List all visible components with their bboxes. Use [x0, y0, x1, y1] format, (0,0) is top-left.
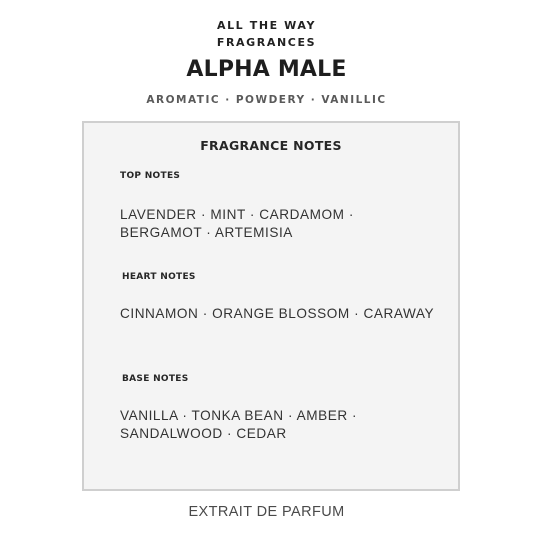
heart-notes-list: CINNAMON · ORANGE BLOSSOM · CARAWAY: [120, 306, 435, 321]
top-notes-label: TOP NOTES: [120, 171, 181, 181]
base-notes-label: BASE NOTES: [122, 374, 189, 384]
accords-line: AROMATIC · POWDERY · VANILLIC: [146, 94, 387, 106]
product-title: ALPHA MALE: [186, 57, 347, 82]
brand-name: [0, 17, 533, 51]
brand-line-2: FRAGRANCES: [216, 36, 317, 49]
brand-line-1: ALL THE WAY: [216, 19, 317, 32]
top-notes-list: LAVENDER · MINT · CARDAMOM · BERGAMOT · ARTEMISIA: [120, 207, 354, 240]
base-notes-list: VANILLA · TONKA BEAN · AMBER · SANDALWOOD · CEDAR: [120, 408, 358, 441]
concentration-label: EXTRAIT DE PARFUM: [188, 504, 345, 520]
fragrance-notes-card: [82, 121, 460, 491]
heart-notes-label: HEART NOTES: [122, 272, 196, 282]
notes-card-title: FRAGRANCE NOTES: [200, 138, 342, 153]
